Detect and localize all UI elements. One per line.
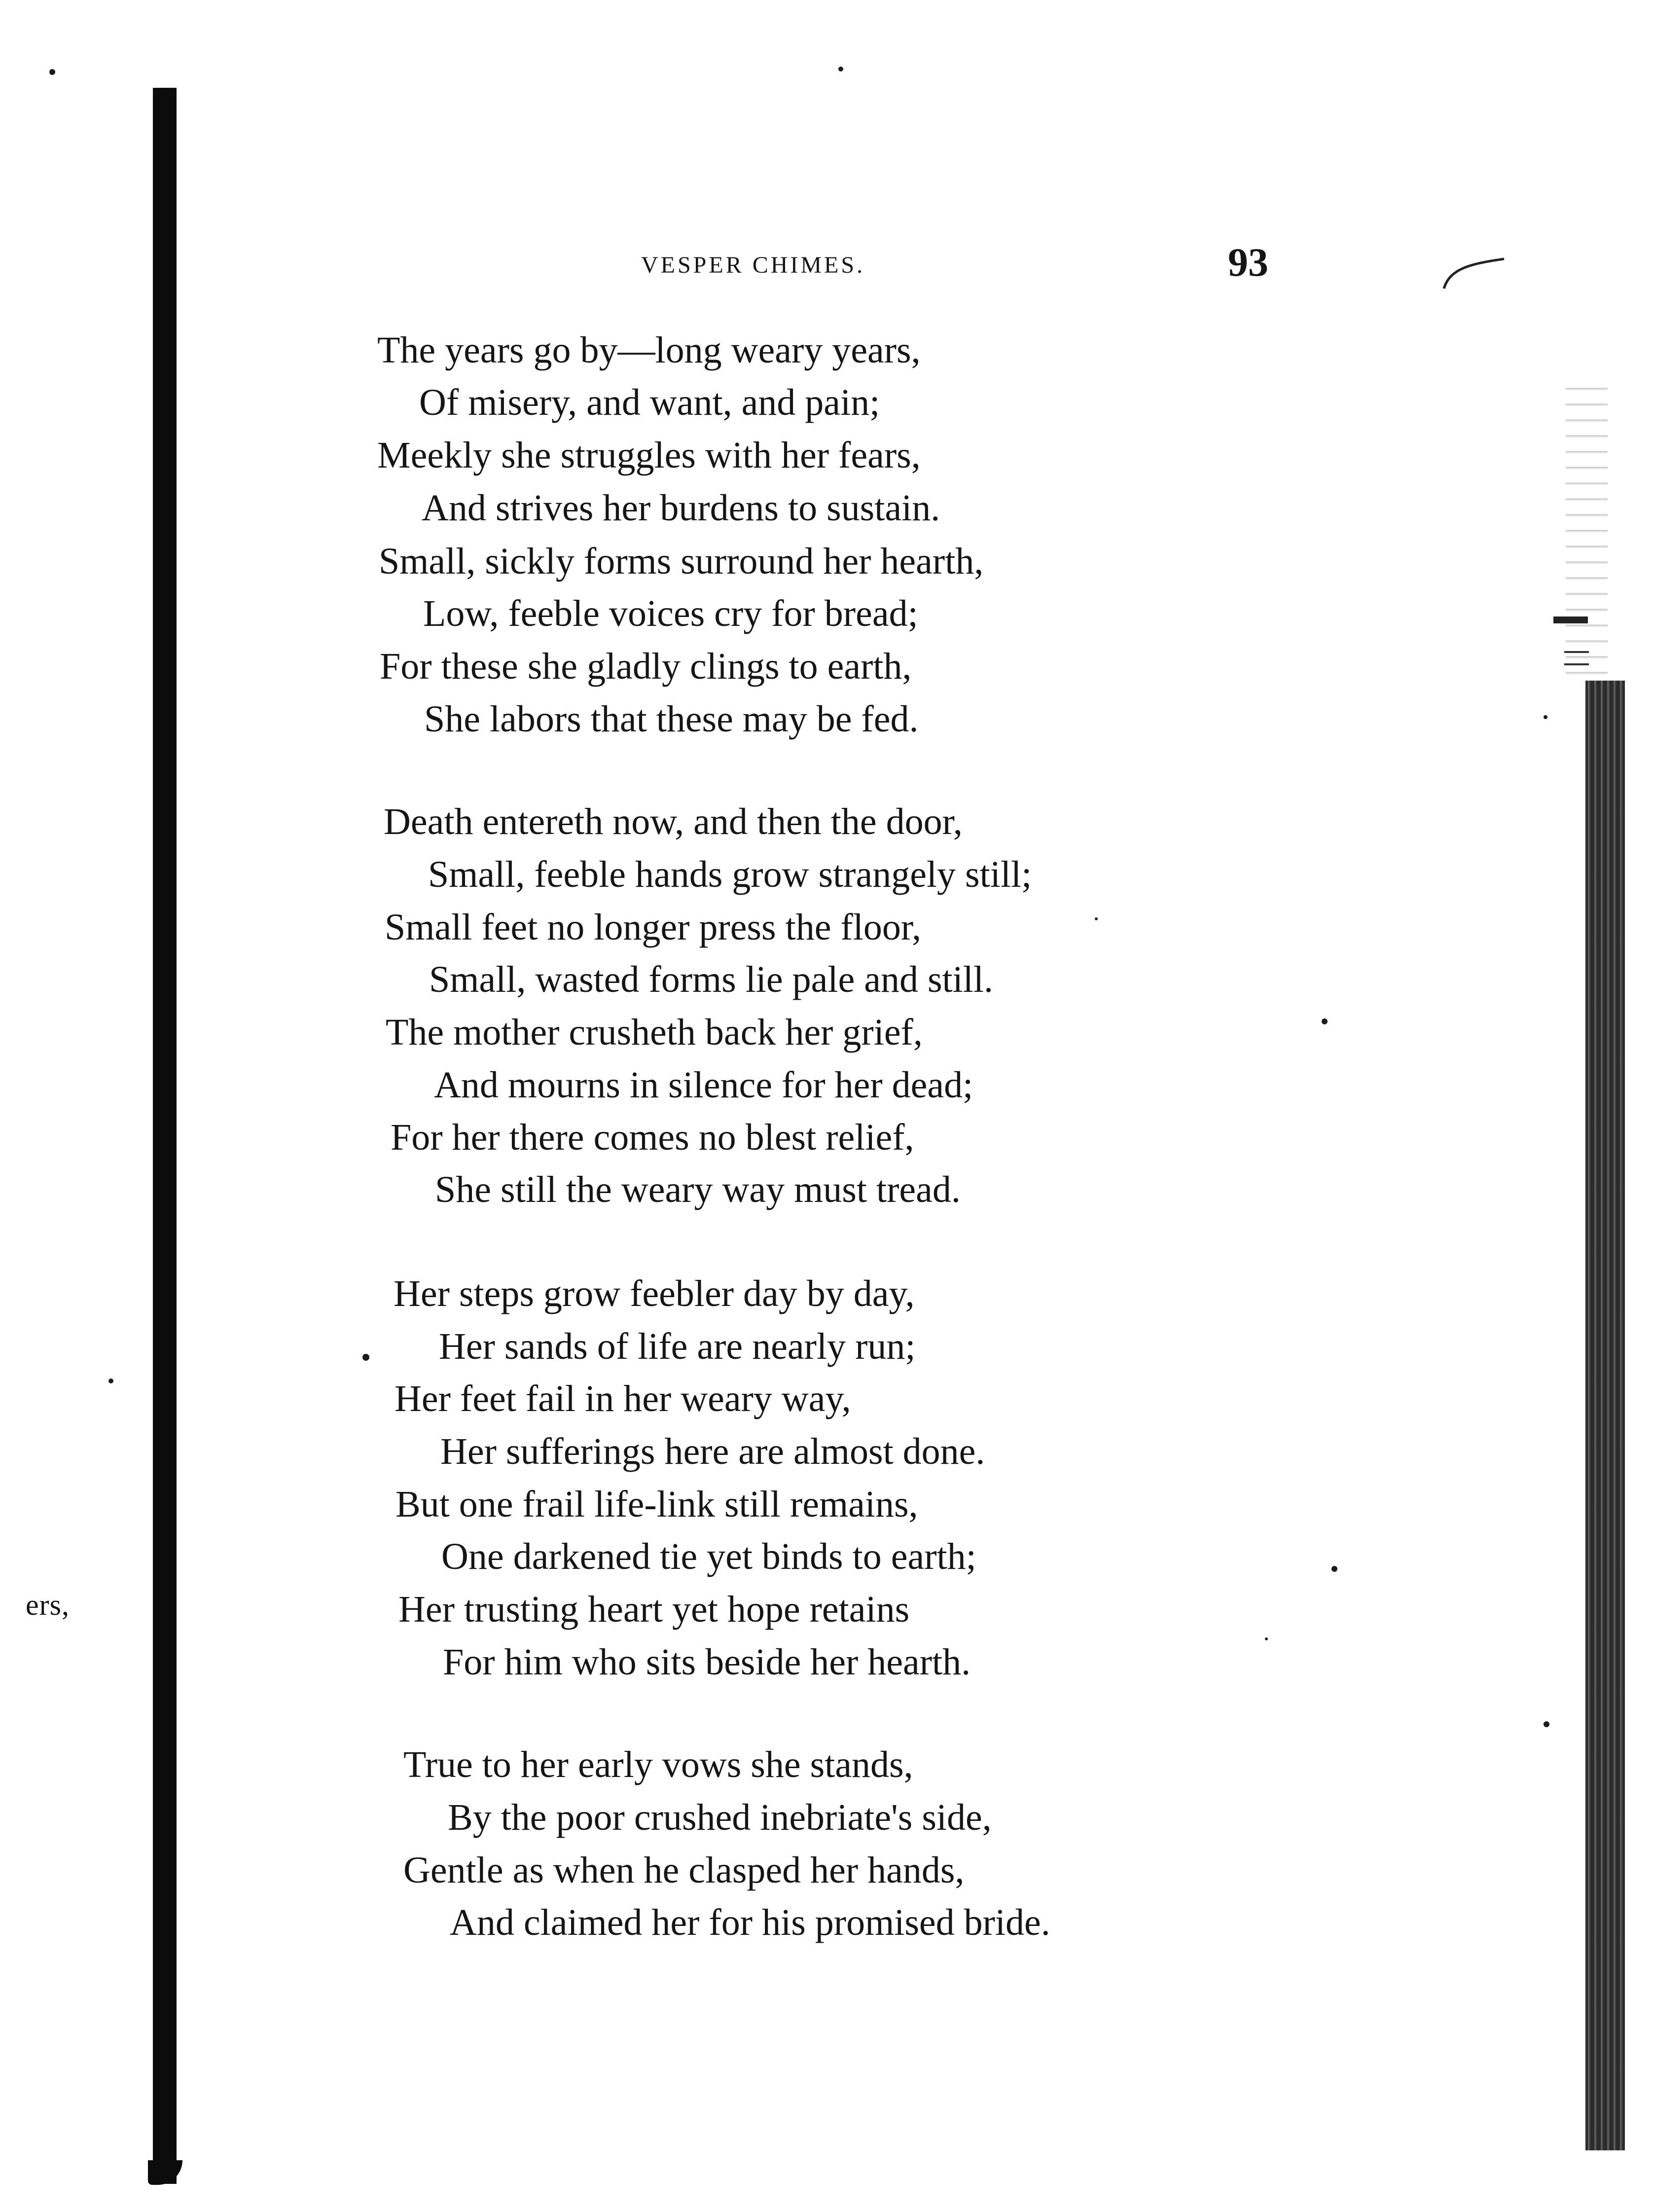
scan-speck: [1544, 715, 1547, 719]
scan-speck: [49, 69, 55, 75]
poem-line: And strives her burdens to sustain.: [422, 487, 940, 529]
scan-speck: [1265, 1637, 1268, 1640]
poem-line: Death entereth now, and then the door,: [384, 801, 963, 842]
poem-line: She still the weary way must tread.: [435, 1169, 961, 1210]
poem-line: True to her early vows she stands,: [403, 1744, 913, 1785]
binding-shadow: [153, 88, 177, 2184]
poem-line: By the poor crushed inebriate's side,: [448, 1797, 992, 1838]
running-head: VESPER CHIMES.: [641, 252, 865, 278]
poem-line: For him who sits beside her hearth.: [443, 1641, 971, 1683]
edge-line: [1564, 663, 1589, 665]
page-number: 93: [1228, 240, 1268, 285]
scan-speck: [1331, 1566, 1337, 1572]
poem-line: Her feet fail in her weary way,: [395, 1378, 851, 1419]
scan-speck: [108, 1378, 113, 1383]
poem-line: The mother crusheth back her grief,: [386, 1012, 923, 1053]
poem-line: The years go by—long weary years,: [377, 329, 921, 371]
poem-line: But one frail life-link still remains,: [395, 1484, 918, 1525]
poem-line: Meekly she struggles with her fears,: [377, 435, 921, 476]
poem-line: Small feet no longer press the floor,: [385, 907, 922, 948]
poem-line: Her sands of life are nearly run;: [439, 1326, 916, 1367]
scan-speck: [1095, 917, 1098, 920]
binding-shadow-tip: [148, 2160, 182, 2185]
poem-line: Her sufferings here are almost done.: [440, 1431, 985, 1472]
poem-line: Low, feeble voices cry for bread;: [423, 593, 918, 634]
margin-fragment: ers,: [26, 1589, 70, 1621]
poem-line: Her trusting heart yet hope retains: [398, 1589, 910, 1630]
ink-stroke-mark: [1440, 254, 1509, 293]
poem-line: Gentle as when he clasped her hands,: [403, 1849, 965, 1891]
adjacent-page-edge: [1585, 681, 1625, 2150]
scan-speck: [1322, 1018, 1328, 1024]
edge-line: [1564, 651, 1589, 653]
scan-speck: [838, 67, 843, 72]
poem-line: And claimed her for his promised bride.: [450, 1902, 1050, 1943]
poem-line: Small, sickly forms surround her hearth,: [379, 541, 984, 582]
poem-line: Small, wasted forms lie pale and still.: [429, 959, 994, 1000]
poem-line: One darkened tie yet binds to earth;: [441, 1536, 976, 1577]
poem-line: And mourns in silence for her dead;: [434, 1064, 973, 1106]
poem-line: For her there comes no blest relief,: [391, 1117, 914, 1158]
edge-mark: [1553, 616, 1588, 623]
poem-line: She labors that these may be fed.: [424, 698, 919, 740]
poem-line: For these she gladly clings to earth,: [380, 646, 912, 687]
adjacent-page-edge-upper: [1566, 375, 1608, 681]
poem-line: Small, feeble hands grow strangely still;: [428, 854, 1032, 895]
scan-speck: [362, 1354, 369, 1361]
scan-speck: [1544, 1721, 1549, 1727]
poem-line: Her steps grow feebler day by day,: [394, 1273, 915, 1314]
poem-line: Of misery, and want, and pain;: [419, 382, 880, 423]
